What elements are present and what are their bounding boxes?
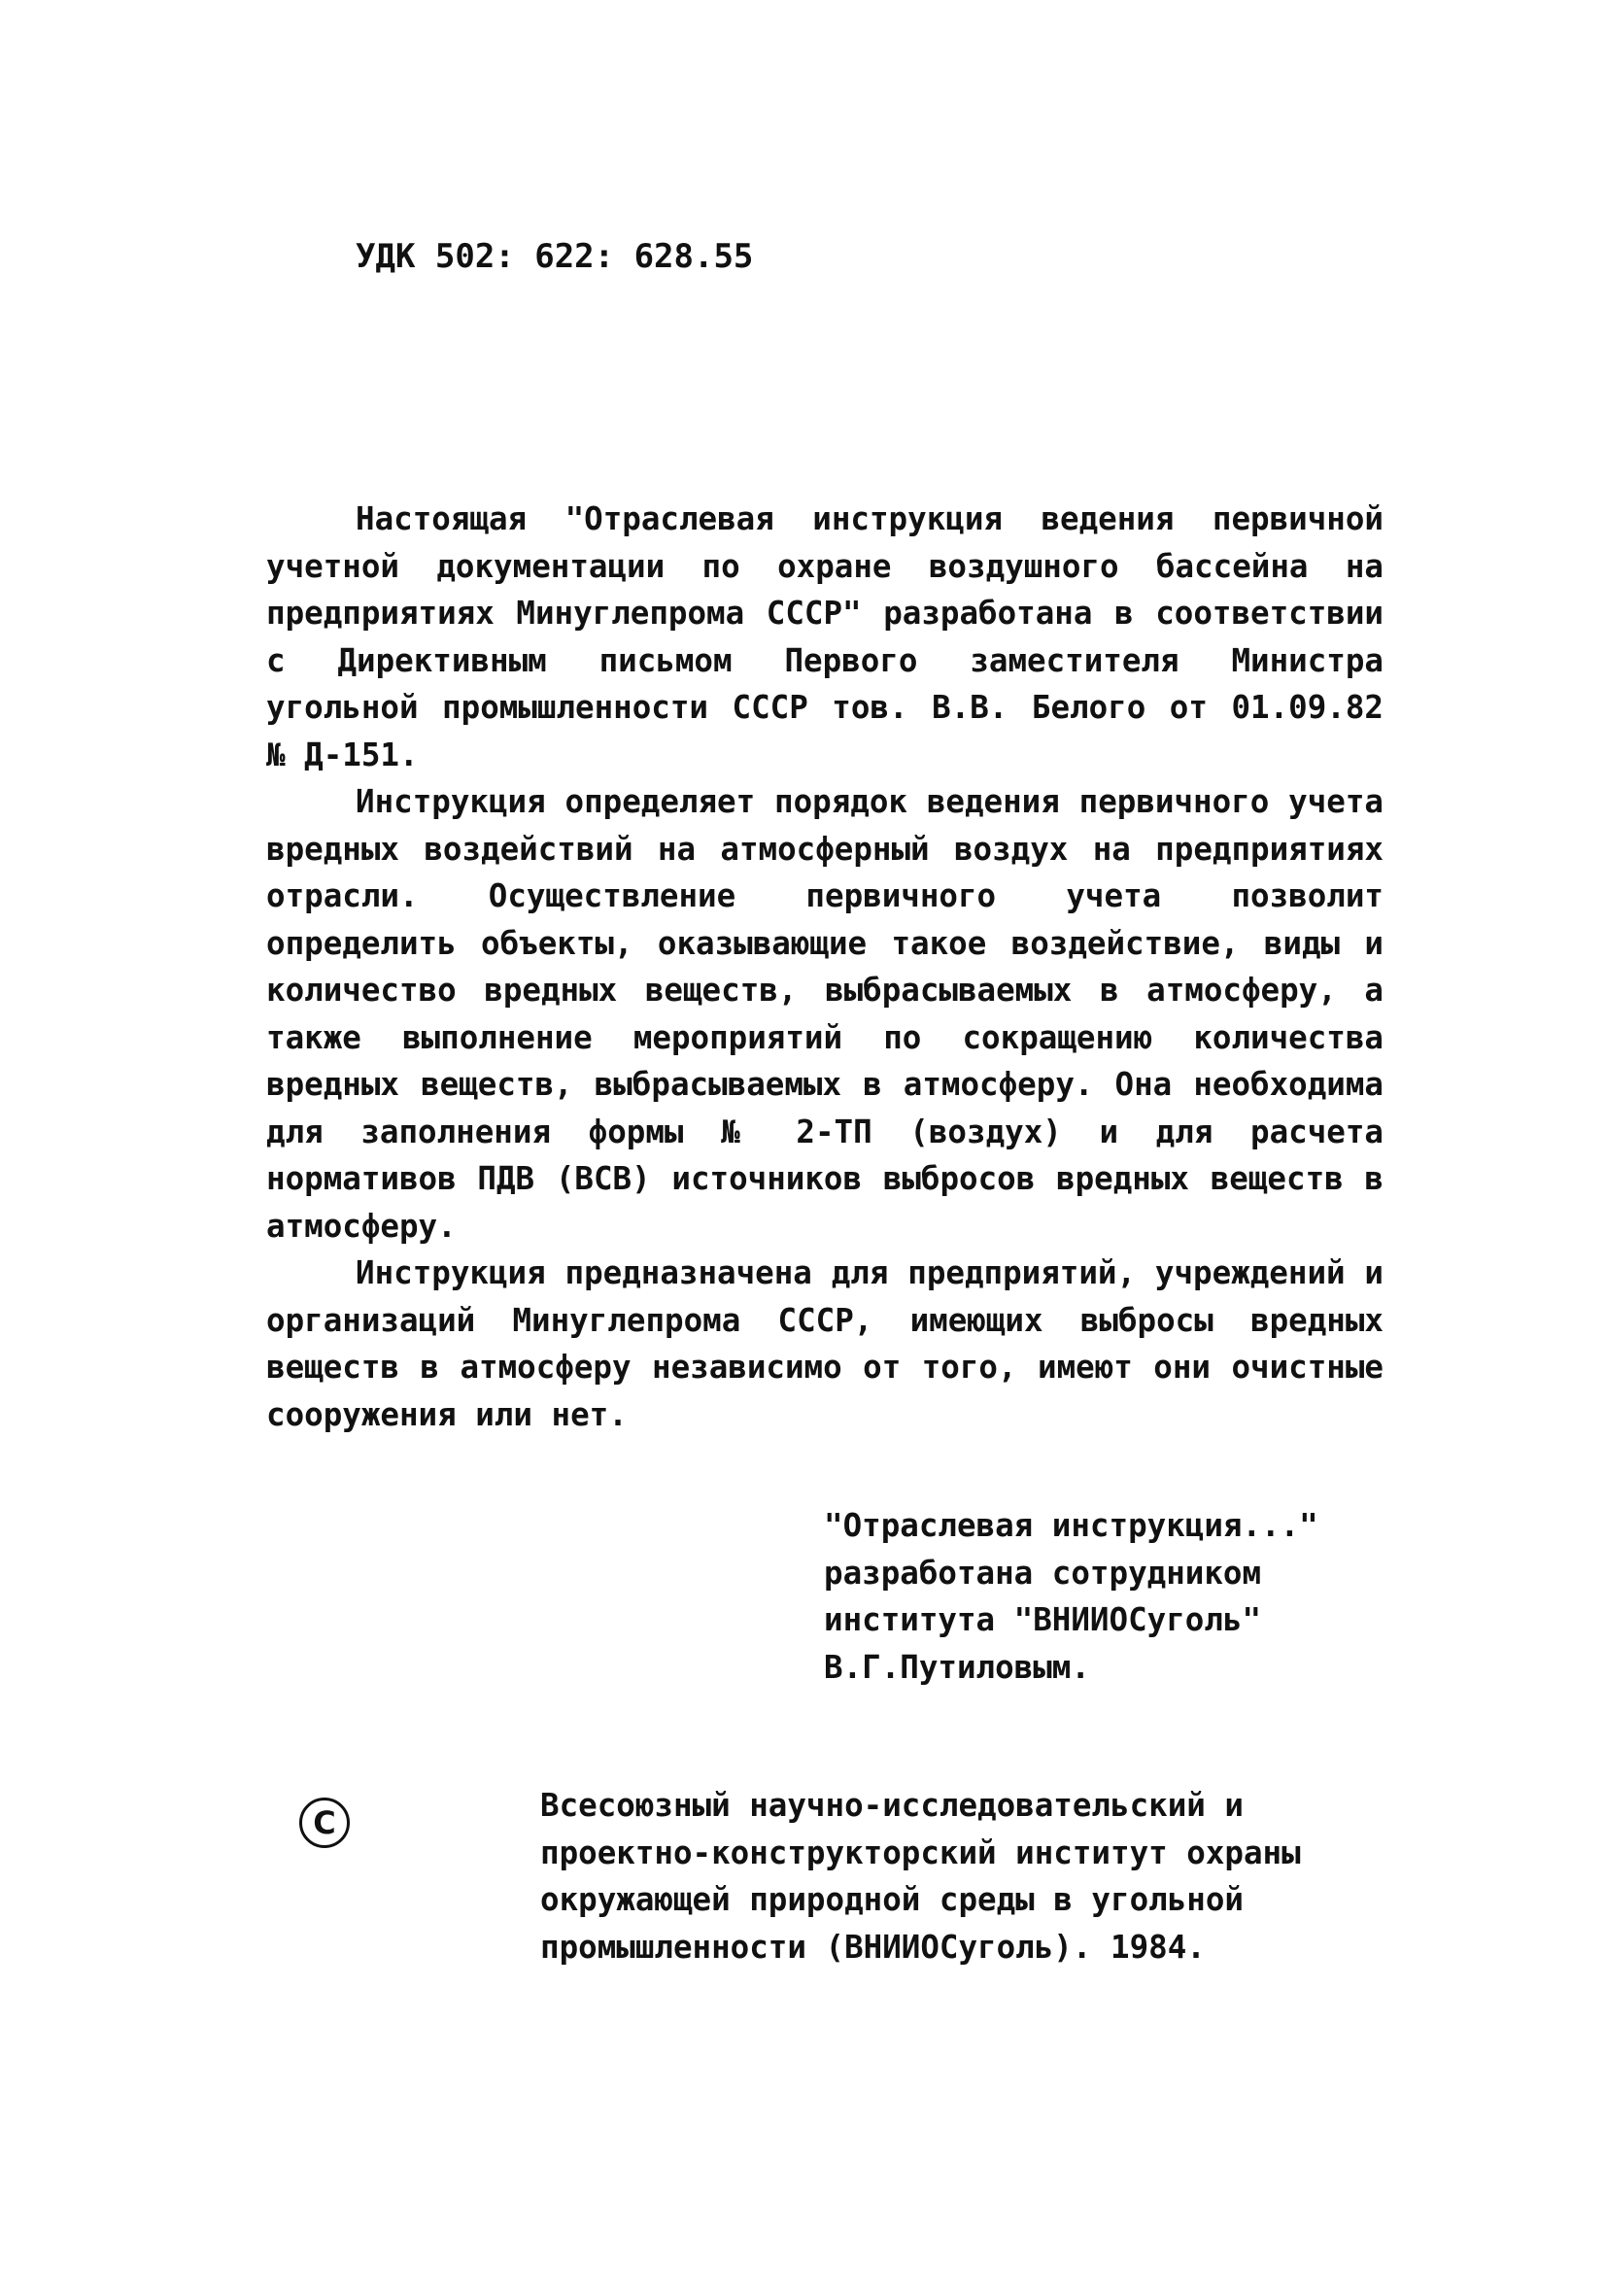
author-note-line: разработана сотрудником: [824, 1554, 1262, 1592]
publisher-note: [540, 1782, 1301, 1970]
copyright-icon: [299, 1798, 350, 1848]
publisher-line: окружающей природной среды в угольной: [540, 1881, 1244, 1918]
paragraph-intro: Настоящая "Отраслевая инструкция ведения первичной учетной документации по охране воздушного бассейна на предприятиях Минуглепрома СССР" разработана в соответствии с Директивным письмом Первого заместителя Министра угольной промышленности СССР тов. В.В. Белого от 01.09.82 № Д-151.: [266, 500, 1384, 773]
author-note-line: В.Г.Путиловым.: [824, 1648, 1090, 1686]
author-note-line: "Отраслевая инструкция...": [824, 1507, 1318, 1544]
body-text: [266, 496, 1384, 1438]
paragraph-scope: Инструкция предназначена для предприятий, учреждений и организаций Минуглепрома СССР, имеющих выбросы вредных веществ в атмосферу независимо от того, имеют они очистные сооружения или нет.: [266, 1254, 1384, 1433]
publisher-line: проектно-конструкторский институт охраны: [540, 1833, 1301, 1871]
copyright-symbol: C: [313, 1804, 336, 1841]
author-note-line: института "ВНИИОСуголь": [824, 1601, 1262, 1638]
paragraph-purpose: Инструкция определяет порядок ведения первичного учета вредных воздействий на атмосферный воздух на предприятиях отрасли. Осуществление первичного учета позволит определить объекты, оказывающие такое воздействие, виды и количество вредных веществ, выбрасываемых в атмосферу, а также выполнение мероприятий по сокращению количества вредных веществ, выбрасываемых в атмосферу. Она необходима для заполнения формы № 2-ТП (воздух) и для расчета нормативов ПДВ (ВСВ) источников выбросов вредных веществ в атмосферу.: [266, 783, 1384, 1245]
author-note: [824, 1502, 1318, 1691]
udk-code: УДК 502: 622: 628.55: [356, 237, 754, 276]
publisher-line: промышленности (ВНИИОСуголь). 1984.: [540, 1928, 1206, 1966]
publisher-line: Всесоюзный научно-исследовательский и: [540, 1787, 1244, 1824]
